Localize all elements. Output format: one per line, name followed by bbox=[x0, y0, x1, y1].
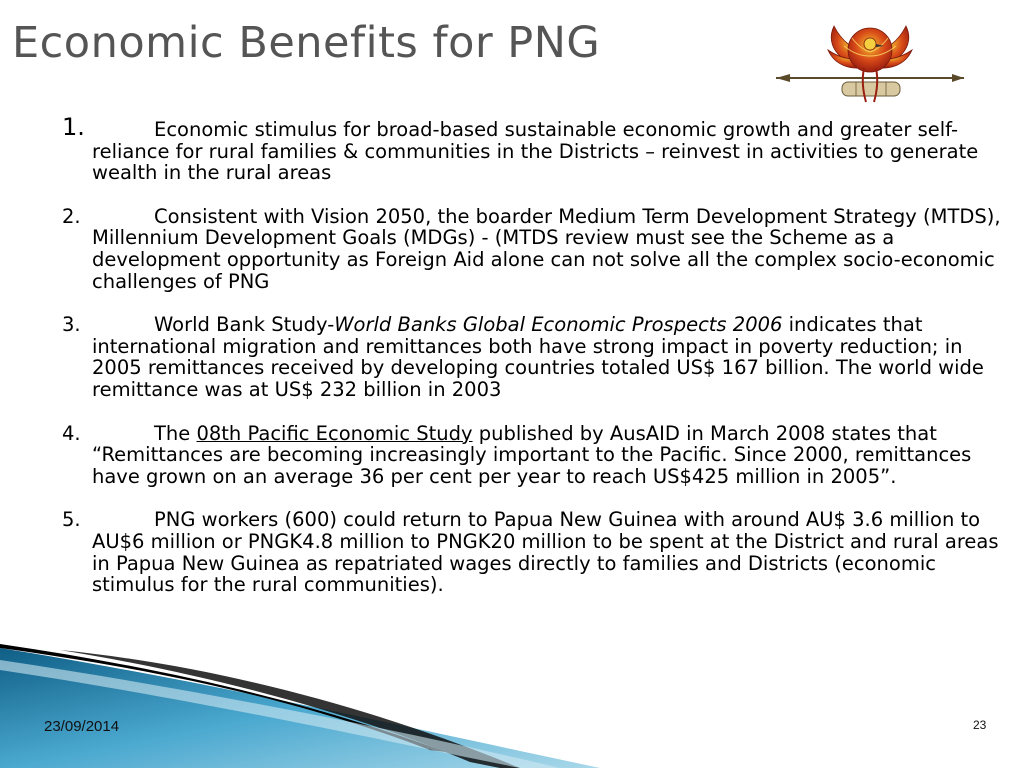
slide-title: Economic Benefits for PNG bbox=[12, 18, 601, 68]
list-item bbox=[62, 206, 1002, 292]
item-text bbox=[92, 314, 1002, 400]
benefits-list bbox=[62, 113, 1002, 618]
study-link[interactable]: 08th Pacific Economic Study bbox=[196, 421, 473, 445]
item-text-body: published by AusAID in March 2008 states that “Remittances are becoming increasingly important to the Pacific. Since 2000, remittances have grown on an average 36 per cent per year to reach US$425 million in 2005”. bbox=[92, 421, 972, 488]
item-text-body: Economic stimulus for broad-based sustainable economic growth and greater self-reliance for rural families & communities in the Districts – reinvest in activities to generate wealth in the rural areas bbox=[92, 118, 979, 185]
list-item bbox=[62, 423, 1002, 488]
item-text bbox=[92, 206, 1002, 292]
item-number: 1. bbox=[62, 113, 85, 141]
item-text bbox=[92, 509, 1002, 595]
slide-date: 23/09/2014 bbox=[44, 718, 120, 735]
item-text-body: The bbox=[154, 421, 197, 445]
item-text-body: PNG workers (600) could return to Papua New Guinea with around AU$ 3.6 million to AU$6 million or PNGK4.8 million to PNGK20 million to be spent at the District and rural areas in Papua New Guinea as repatriated wages directly to families and Districts (economic stimulus for the rural communities). bbox=[92, 508, 999, 597]
item-number: 5. bbox=[62, 508, 81, 532]
item-number: 3. bbox=[62, 313, 81, 337]
decorative-swoosh bbox=[0, 640, 1024, 768]
item-text bbox=[92, 119, 1002, 184]
item-number: 2. bbox=[62, 204, 81, 228]
item-text-body: World Bank Study- bbox=[154, 313, 335, 337]
study-title-italic: World Banks Global Economic Prospects 2006 bbox=[334, 313, 783, 337]
page-number: 23 bbox=[973, 718, 987, 732]
list-item bbox=[62, 509, 1002, 595]
png-national-emblem-icon bbox=[772, 16, 968, 112]
item-number: 4. bbox=[62, 421, 81, 445]
item-text bbox=[92, 423, 1002, 488]
item-text-body: indicates that international migration and remittances both have strong impact in poverty reduction; in 2005 remittances received by developing countries totaled US$ 167 billion. The world wide remittance was at US$ 232 billion in 2003 bbox=[92, 313, 984, 401]
list-item bbox=[62, 314, 1002, 400]
item-text-body: Consistent with Vision 2050, the boarder Medium Term Development Strategy (MTDS), Millennium Development Goals (MDGs) - (MTDS review must see the Scheme as a development opportunity as Foreign Aid alone can not solve all the complex socio-economic challenges of PNG bbox=[92, 204, 1001, 293]
list-item bbox=[62, 113, 1002, 185]
